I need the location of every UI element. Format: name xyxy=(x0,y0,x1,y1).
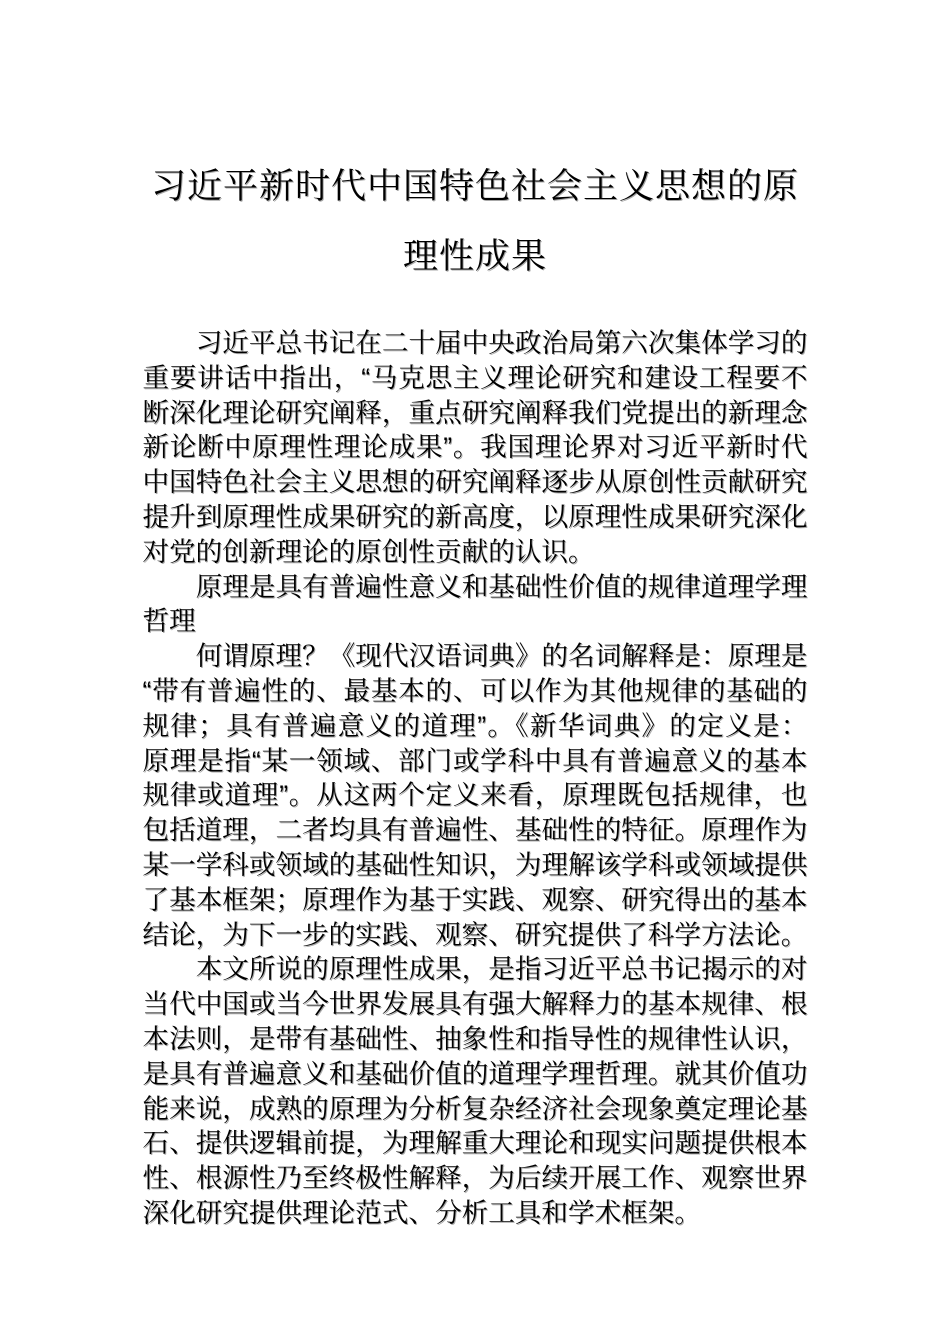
paragraph-line: 本法则，是带有基础性、抽象性和指导性的规律性认识， xyxy=(142,1023,808,1054)
paragraph-line: 某一学科或领域的基础性知识，为理解该学科或领域提供 xyxy=(142,849,808,880)
document-title-line: 习近平新时代中国特色社会主义思想的原 xyxy=(150,167,799,206)
paragraph-line: 对党的创新理论的原创性贡献的认识。 xyxy=(142,536,595,567)
document-title xyxy=(143,0,808,292)
document-body xyxy=(143,326,808,1231)
paragraph-line: 能来说，成熟的原理为分析复杂经济社会现象奠定理论基 xyxy=(142,1093,808,1124)
paragraph-line: 断深化理论研究阐释，重点研究阐释我们党提出的新理念 xyxy=(142,397,808,428)
paragraph-line: 规律或道理”。从这两个定义来看，原理既包括规律，也 xyxy=(142,780,808,811)
paragraph-line: 石、提供逻辑前提，为理解重大理论和现实问题提供根本 xyxy=(142,1128,808,1159)
paragraph-line: 本文所说的原理性成果，是指习近平总书记揭示的对 xyxy=(195,954,808,985)
paragraph xyxy=(143,639,808,952)
paragraph-line: 习近平总书记在二十届中央政治局第六次集体学习的 xyxy=(195,328,808,358)
paragraph-line: 规律；具有普遍意义的道理”。《新华词典》的定义是： xyxy=(142,710,808,741)
paragraph-line: 原理是具有普遍性意义和基础性价值的规律道理学理 xyxy=(195,571,808,602)
paragraph-line: 了基本框架；原理作为基于实践、观察、研究得出的基本 xyxy=(142,884,808,915)
paragraph-line: 中国特色社会主义思想的研究阐释逐步从原创性贡献研究 xyxy=(142,467,808,498)
paragraph-line: 是具有普遍意义和基础价值的道理学理哲理。就其价值功 xyxy=(142,1058,808,1089)
paragraph-line: 提升到原理性成果研究的新高度，以原理性成果研究深化 xyxy=(142,501,808,532)
paragraph xyxy=(143,952,808,1230)
paragraph-line: “带有普遍性的、最基本的、可以作为其他规律的基础的 xyxy=(142,675,808,706)
paragraph-line: 深化研究提供理论范式、分析工具和学术框架。 xyxy=(142,1197,701,1228)
paragraph xyxy=(143,570,808,640)
paragraph-line: 重要讲话中指出，“马克思主义理论研究和建设工程要不 xyxy=(142,362,808,393)
paragraph-line: 哲理 xyxy=(142,606,196,637)
paragraph-line: 原理是指“某一领域、部门或学科中具有普遍意义的基本 xyxy=(142,745,808,776)
paragraph-line: 结论，为下一步的实践、观察、研究提供了科学方法论。 xyxy=(142,919,808,950)
paragraph-line: 何谓原理？《现代汉语词典》的名词解释是：原理是 xyxy=(195,641,808,672)
paragraph xyxy=(143,326,808,570)
paragraph-line: 当代中国或当今世界发展具有强大解释力的基本规律、根 xyxy=(142,989,808,1020)
paragraph-line: 新论断中原理性理论成果”。我国理论界对习近平新时代 xyxy=(142,432,808,463)
document-title-line: 理性成果 xyxy=(402,237,547,276)
paragraph-line: 包括道理，二者均具有普遍性、基础性的特征。原理作为 xyxy=(142,815,808,846)
paragraph-line: 性、根源性乃至终极性解释，为后续开展工作、观察世界 xyxy=(142,1163,808,1194)
